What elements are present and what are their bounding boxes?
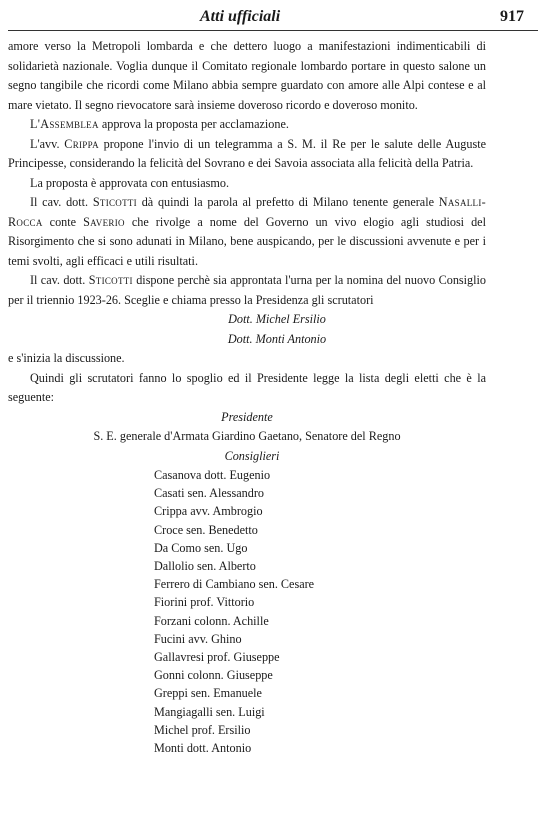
scrutatore-1: Dott. Michel Ersilio — [228, 312, 326, 326]
running-title: Atti ufficiali — [200, 8, 281, 25]
paragraph-6 — [8, 271, 486, 310]
list-item: Dallolio sen. Alberto — [154, 559, 256, 574]
paragraph-7: e s'inizia la discussione. — [8, 351, 125, 365]
document-body — [8, 37, 486, 757]
list-item: Croce sen. Benedetto — [154, 522, 258, 537]
smallcaps-nasalli-rocca: Nasalli-Rocca — [8, 195, 486, 229]
list-item: Greppi sen. Emanuele — [154, 686, 262, 701]
header-rule — [8, 30, 538, 31]
list-item: Crippa avv. Ambrogio — [154, 504, 263, 519]
smallcaps-crippa: Crippa — [64, 136, 99, 151]
paragraph-4: La proposta è approvata con entusiasmo. — [30, 175, 229, 190]
list-item: Gallavresi prof. Giuseppe — [154, 650, 280, 665]
paragraph-3-b: propone l'invio di un telegramma a S. M. il Re per le salute delle Auguste Principesse, considerando la felicità del Sovrano e dei Savoia associata alla felicità della Patria. — [8, 136, 486, 170]
page-number: 917 — [500, 8, 524, 25]
page-header — [0, 6, 550, 28]
paragraph-3 — [8, 135, 486, 174]
consiglieri-list — [8, 466, 486, 757]
list-item: Michel prof. Ersilio — [154, 722, 251, 737]
list-item: Forzani colonn. Achille — [154, 613, 269, 628]
smallcaps-assemblea: L'Assemblea — [30, 117, 99, 131]
list-item: Da Como sen. Ugo — [154, 540, 248, 555]
presidente-heading: Presidente — [221, 409, 273, 424]
paragraph-6-b: dispone perchè sia approntata l'urna per la nomina del nuovo Consiglio per il triennio 1923-26. Sceglie e chiama presso la Presidenza gli scrutatori — [8, 273, 487, 307]
paragraph-5-a: Il cav. dott. — [30, 195, 93, 209]
list-item: Casati sen. Alessandro — [154, 486, 265, 501]
list-item: Monti dott. Antonio — [154, 741, 252, 756]
smallcaps-sticotti: Sticotti — [92, 195, 137, 209]
smallcaps-sticotti-2: Sticotti — [88, 273, 133, 287]
paragraph-1: amore verso la Metropoli lombarda e che dettero luogo a manifestazioni indimenticabili di solidarietà nazionale. Voglia dunque il Comitato regionale lombardo portare in questo salone un segno tangibile che ricordi come Milano abbia sempre guardato con amore alle Alpi contese e al mare vietato. Il segno rievocatore sarà insieme doveroso ricordo e doveroso monito. — [8, 39, 486, 112]
list-item: Casanova dott. Eugenio — [154, 468, 271, 482]
scrutatore-2: Dott. Monti Antonio — [227, 331, 327, 346]
list-item: Gonni colonn. Giuseppe — [154, 668, 273, 683]
list-item: Fiorini prof. Vittorio — [154, 595, 255, 610]
consiglieri-heading: Consiglieri — [224, 448, 280, 463]
paragraph-5-b: dà quindi la parola al prefetto di Milano tenente generale — [136, 195, 439, 209]
list-item: Mangiagalli sen. Luigi — [154, 704, 265, 719]
paragraph-6-a: Il cav. dott. — [30, 273, 89, 287]
paragraph-8: Quindi gli scrutatori fanno lo spoglio ed il Presidente legge la lista degli eletti che è la seguente: — [8, 370, 486, 404]
paragraph-2 — [8, 115, 486, 135]
paragraph-5-c: conte — [42, 214, 84, 229]
presidente-name: S. E. generale d'Armata Giardino Gaetano, Senatore del Regno — [93, 429, 401, 443]
paragraph-5-d: che rivolge a nome del Governo un vivo elogio agli studiosi del Risorgimento che si sono adunati in Milano, bene auspicando, per le discussioni avvenute e per i temi svolti, agli efficaci e utili risultati. — [8, 214, 486, 268]
list-item: Fucini avv. Ghino — [154, 631, 242, 646]
smallcaps-saverio: Saverio — [83, 214, 125, 229]
paragraph-5 — [8, 193, 486, 271]
paragraph-3-a: L'avv. — [30, 136, 65, 151]
paragraph-2-text: approva la proposta per acclamazione. — [98, 117, 289, 131]
list-item: Ferrero di Cambiano sen. Cesare — [154, 577, 315, 592]
